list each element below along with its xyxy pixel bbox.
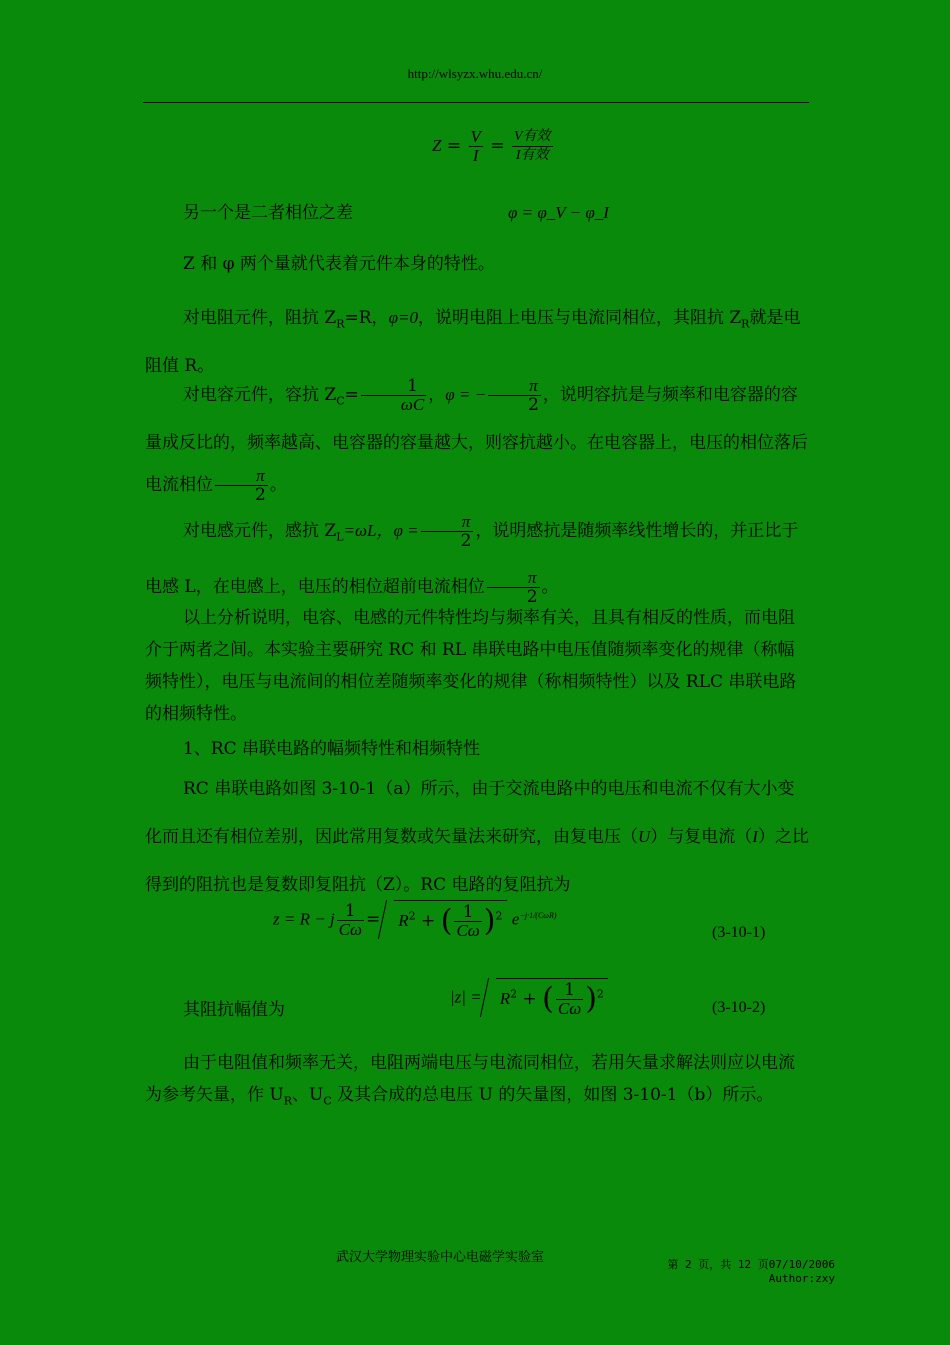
equation-label-3-10-1: (3-10-1) <box>712 924 766 941</box>
denominator: I <box>472 146 479 165</box>
sqrt: $R^2$ + ( $\frac{1}{C\omega}$ )$^2$ <box>394 900 506 940</box>
footer-lab-name: 武汉大学物理实验中心电磁学实验室 <box>335 1250 544 1265</box>
t: ，说明电阻上电压与电流同相位，其阻抗 Z <box>417 308 742 328</box>
fraction-pi-2 <box>488 377 541 414</box>
section-heading-rc: 1、RC 串联电路的幅频特性和相频特性 <box>183 739 481 759</box>
denominator: Cω <box>338 919 363 939</box>
t: =R， <box>344 308 389 328</box>
fraction-1-over-wc <box>361 377 426 414</box>
denominator: Cω <box>456 921 480 940</box>
numerator: π <box>215 467 268 486</box>
phi-zero: φ=0 <box>388 308 418 327</box>
paragraph-impedance-magnitude: 其阻抗幅值为 <box>183 1000 285 1020</box>
phi: φ = <box>393 521 419 540</box>
equation-3-10-2 <box>450 978 608 1018</box>
paragraph-phase-difference <box>145 197 809 229</box>
fraction-pi-2 <box>421 513 474 550</box>
header-rule <box>143 102 809 103</box>
t: =ωL， <box>343 521 394 540</box>
footer-page: 第 2 页，共 12 页07/10/2006 <box>667 1258 835 1271</box>
paragraph-analysis: 以上分析说明，电容、电感的元件特性均与频率有关，且具有相反的性质，而电阻介于两者之间。本实验主要研究 RC 和 RL 串联电路中电压值随频率变化的规律（称幅频特性），电压与电流间的相位差随频率变化的规律（称相频特性）以及 RLC 串联电路的相频特性。 <box>145 608 797 724</box>
denominator: I有效 <box>515 148 549 163</box>
numerator: V有效 <box>512 128 553 147</box>
phi: φ = − <box>445 385 487 404</box>
paragraph-rc-circuit <box>145 765 809 909</box>
t: 对电阻元件，阻抗 Z <box>183 308 337 328</box>
t: ）之比得到的阻抗也是复数即复阻抗（Z）。RC 电路的复阻抗为 <box>145 827 809 895</box>
exponent: −j·1/(CωR) <box>519 910 557 920</box>
numerator: 1 <box>454 903 481 922</box>
complex-i: I <box>752 827 758 846</box>
sub: R <box>336 317 345 331</box>
formula-phi: φ = φ_V − φ_I <box>508 203 609 222</box>
t: ）与复电流（ <box>650 827 753 847</box>
denominator: 2 <box>255 485 266 506</box>
denominator: Cω <box>557 999 582 1018</box>
t: 对电感元件，感抗 Z <box>183 521 337 541</box>
sq: 2 <box>510 987 518 1001</box>
equation-3-10-1 <box>273 900 557 940</box>
paragraph-vector-diagram <box>145 1047 809 1117</box>
fraction-eff <box>512 128 553 165</box>
eq-z: Z <box>432 136 442 155</box>
t: 对电容元件，容抗 Z <box>183 385 337 405</box>
header-url: http://wlsyzx.whu.edu.cn/ <box>407 66 543 81</box>
sub: R <box>741 317 750 331</box>
t: 。 <box>541 577 559 598</box>
text: 另一个是二者相位之差 <box>183 203 353 223</box>
eq-sign-2: = <box>490 136 505 156</box>
sq: 2 <box>408 909 416 923</box>
sub: R <box>283 1094 293 1108</box>
fraction <box>337 902 364 939</box>
fraction-v-over-i <box>469 128 483 165</box>
numerator: π <box>488 377 541 396</box>
sqrt: $R^2$ + ( $\frac{1}{C\omega}$ )$^2$ <box>496 978 608 1018</box>
sq: 2 <box>596 987 604 1001</box>
fraction <box>454 903 481 940</box>
t: 。 <box>269 475 287 496</box>
sub: C <box>336 394 345 408</box>
t: ， <box>428 385 446 405</box>
t: = <box>344 385 359 405</box>
numerator: 1 <box>337 902 364 921</box>
denominator: 2 <box>526 587 538 608</box>
t: 就是电阻值 R。 <box>145 308 801 377</box>
sub: L <box>336 530 344 544</box>
e: e <box>511 909 520 929</box>
numerator: 1 <box>361 377 426 396</box>
paragraph-capacitor <box>145 374 809 506</box>
sub: C <box>323 1094 332 1108</box>
equation-impedance <box>432 128 555 165</box>
numerator: 1 <box>556 981 583 1000</box>
t: RC 串联电路如图 3-10-1（a）所示，由于交流电路中的电压和电流不仅有大小变化而且还有相位差别，因此常用复数或矢量法来研究，由复电压（ <box>145 779 795 847</box>
numerator: V <box>470 127 481 146</box>
lhs: z = R − j <box>273 909 335 929</box>
t: ，说明感抗是随频率线性增长的，并正比于电感 L，在电感上，电压的相位超前电流相位 <box>145 521 799 598</box>
paragraph-inductor <box>145 506 809 612</box>
denominator: ωC <box>400 395 425 414</box>
fraction-pi-2b <box>215 467 268 504</box>
r: R <box>499 989 511 1008</box>
eq-sign: = <box>446 136 462 156</box>
denominator: 2 <box>460 531 472 551</box>
footer-author: Author:zxy <box>768 1272 835 1285</box>
numerator: π <box>487 569 540 588</box>
eq: = <box>366 909 381 930</box>
equation-label-3-10-2: (3-10-2) <box>712 999 766 1016</box>
denominator: 2 <box>528 395 539 415</box>
r: R <box>398 911 409 930</box>
lhs: |z| = <box>450 987 482 1007</box>
t: 、U <box>292 1085 324 1105</box>
complex-u: U <box>638 827 651 846</box>
t: 及其合成的总电压 U 的矢量图，如图 3-10-1（b）所示。 <box>331 1085 774 1105</box>
fraction-pi-2b <box>487 569 540 606</box>
fraction <box>556 981 583 1018</box>
paragraph-z-phi: Z 和 φ 两个量就代表着元件本身的特性。 <box>183 254 495 274</box>
sq: 2 <box>495 909 503 923</box>
footer-page-info <box>600 1258 835 1286</box>
numerator: π <box>421 513 474 532</box>
t: ，说明容抗是与频率和电容器的容量成反比的，频率越高、电容器的容量越大，则容抗越小。在电容器上，电压的相位落后电流相位 <box>145 385 808 496</box>
t: 由于电阻值和频率无关，电阻两端电压与电流同相位，若用矢量求解法则应以电流为参考矢量，作 U <box>145 1053 795 1105</box>
